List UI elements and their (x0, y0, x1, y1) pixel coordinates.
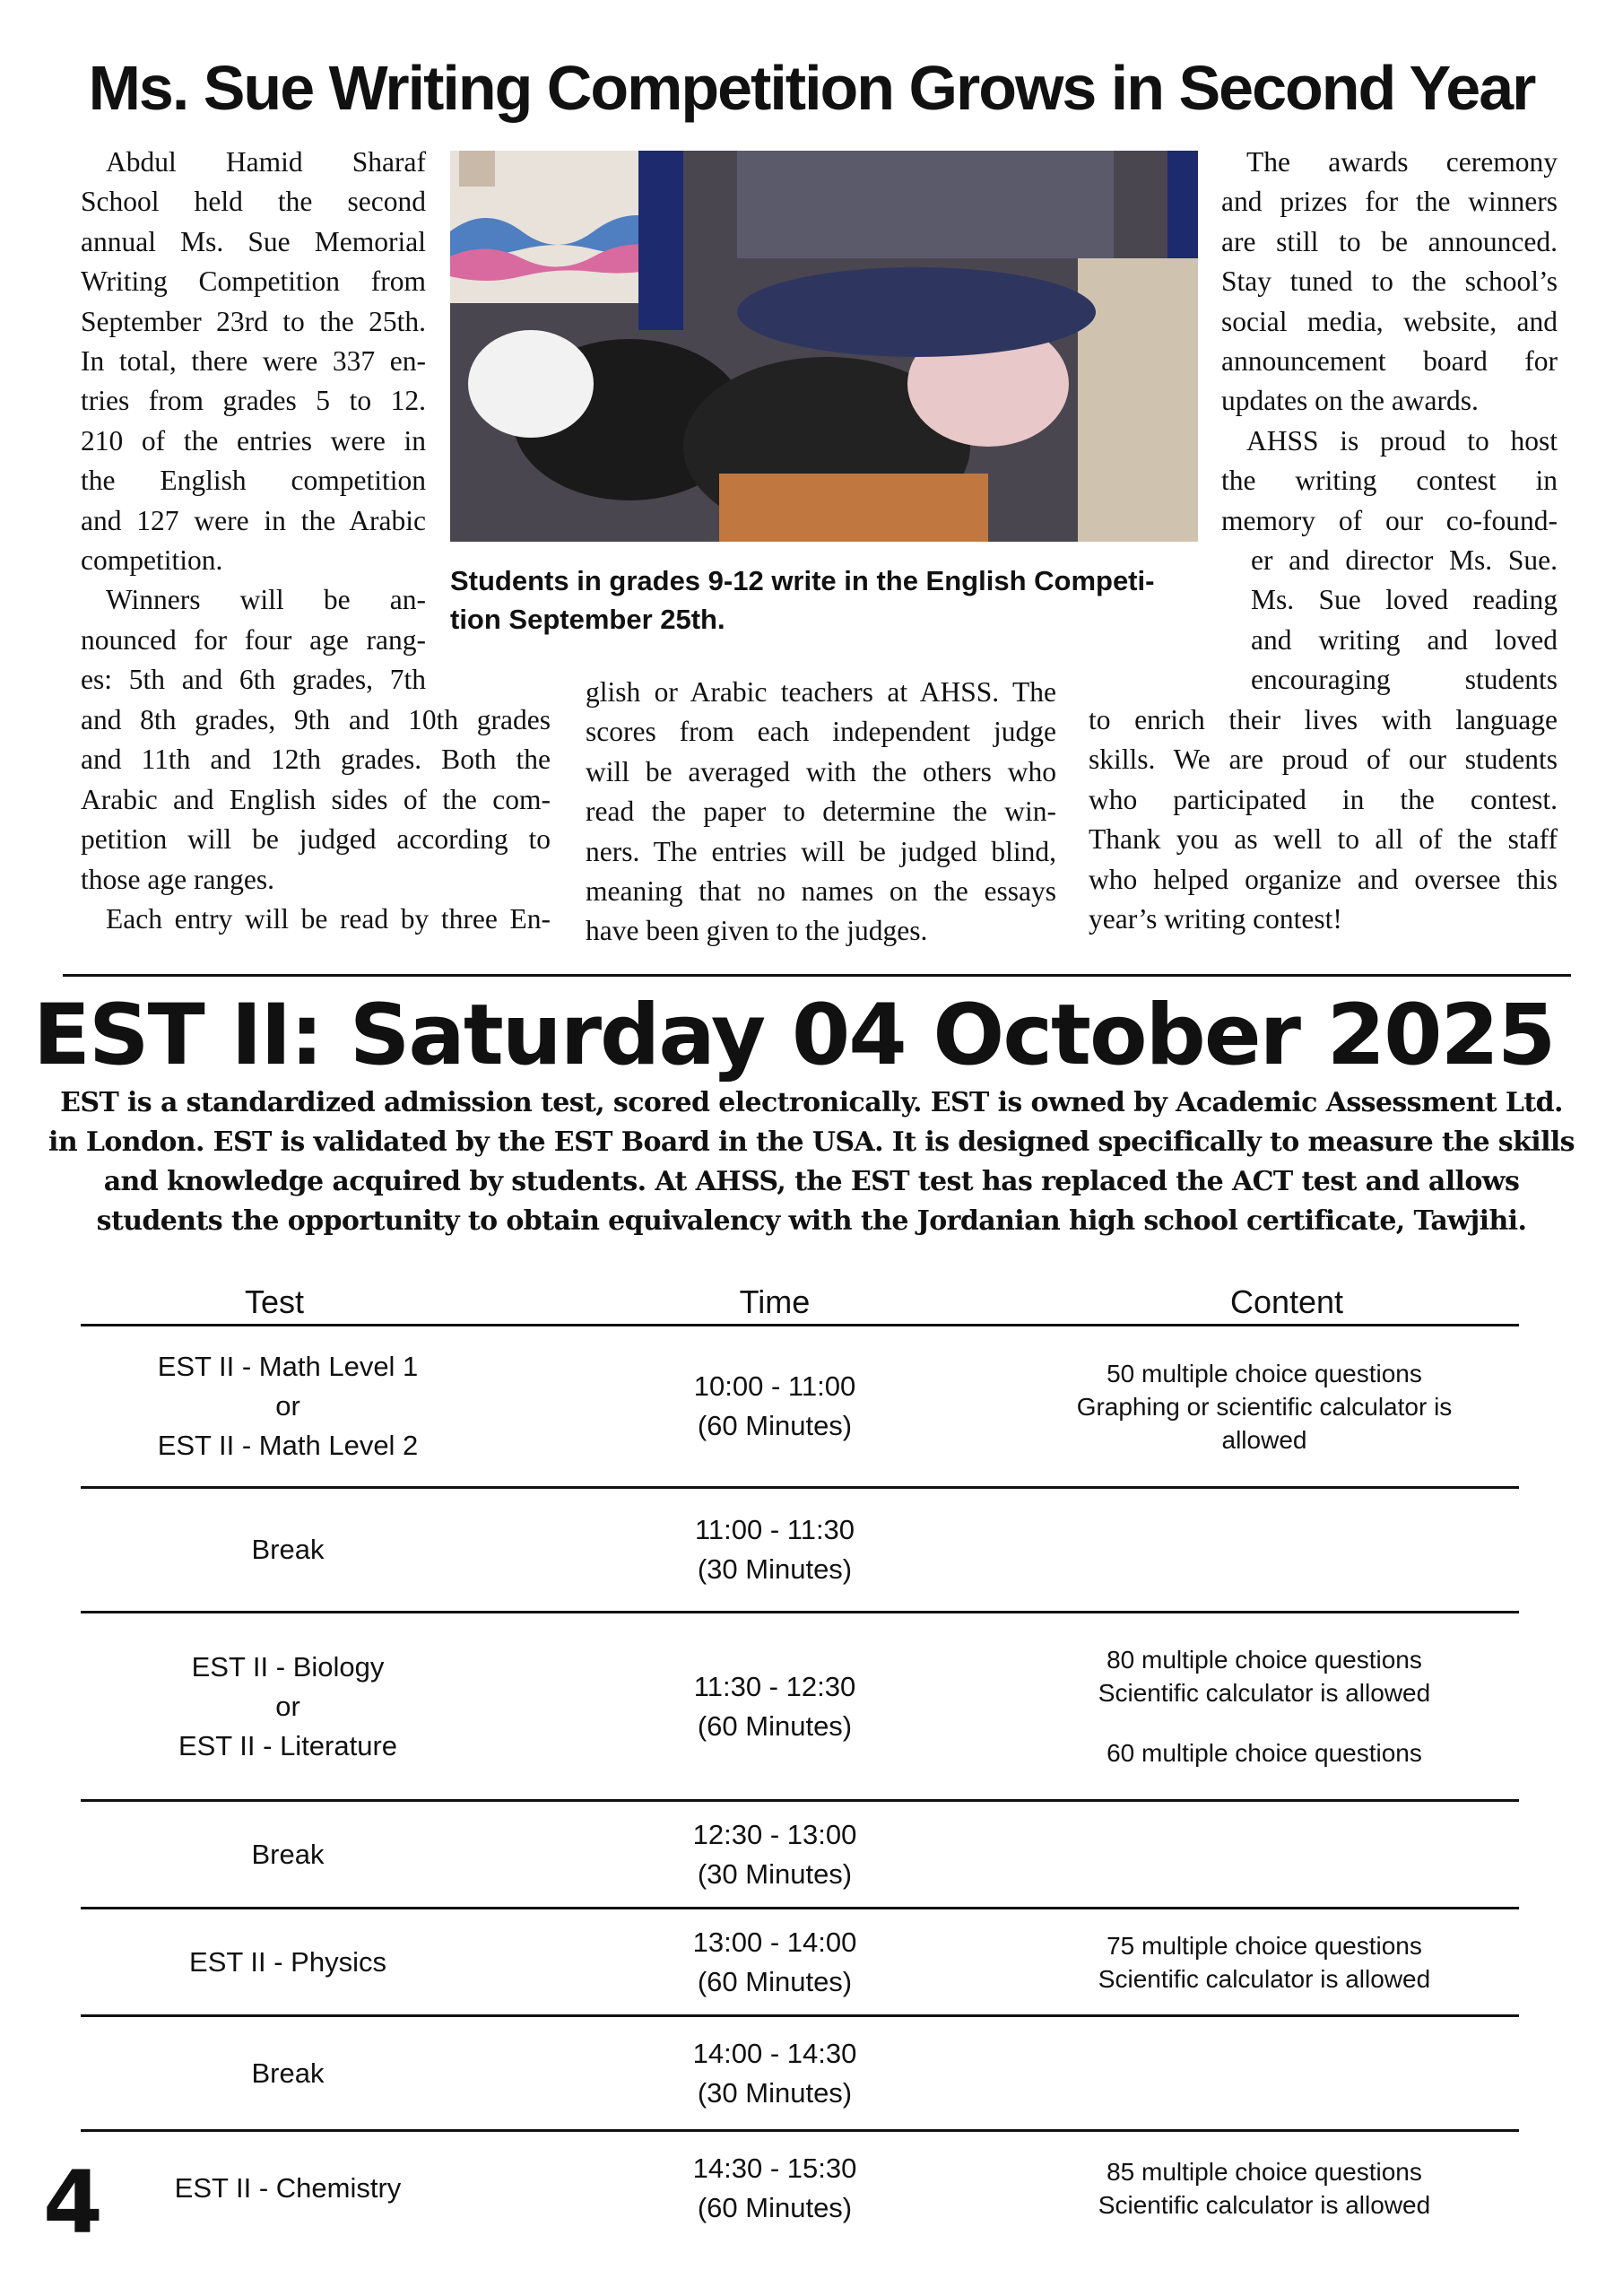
table-header (81, 1281, 1519, 1326)
cell-time (495, 1815, 1055, 1894)
test-line: or (275, 1390, 300, 1422)
content-line: 80 multiple choice questions (1107, 1646, 1422, 1674)
text-line: who helped organize and oversee this (1089, 863, 1558, 895)
est-schedule-table (81, 1281, 1519, 2245)
cell-time (495, 1510, 1055, 1589)
text-line: have been given to the judges. (586, 915, 928, 947)
text-line: to enrich their lives with language (1089, 704, 1558, 735)
text-line: 210 of the entries were in (81, 424, 426, 457)
cell-test (81, 1943, 495, 1982)
content-line: Scientific calculator is allowed (1098, 2191, 1431, 2219)
text-line: are still to be announced. (1221, 225, 1558, 257)
text-line: nounced for four age rang- (81, 623, 426, 656)
cell-content (1055, 1643, 1519, 1770)
test-line: EST II - Physics (189, 1945, 386, 1978)
cell-test (81, 1648, 495, 1766)
caption-line: Students in grades 9-12 write in the English Competi- (450, 565, 1155, 596)
table-row (81, 1613, 1519, 1802)
cell-time (495, 1923, 1055, 2002)
cell-test (81, 1530, 495, 1570)
text-line: and writing and loved (1251, 623, 1558, 656)
text-line: petition will be judged according to (81, 823, 551, 856)
text-line: meaning that no names on the essays (586, 874, 1056, 907)
time-line: 14:30 - 15:30 (692, 2152, 857, 2184)
table-row (81, 1802, 1519, 1909)
text-line: Stay tuned to the school’s (1221, 265, 1558, 298)
cell-test (81, 2169, 495, 2208)
content-line: Scientific calculator is allowed (1098, 1964, 1431, 1993)
text-line: memory of our co-found- (1221, 504, 1558, 536)
time-line: 11:30 - 12:30 (693, 1670, 856, 1702)
test-line: EST II - Literature (178, 1729, 398, 1761)
test-line: Break (251, 1534, 325, 1565)
text-line: and 8th grades, 9th and 10th grades (81, 704, 551, 735)
text-line: glish or Arabic teachers at AHSS. The (586, 676, 1056, 708)
time-line: (30 Minutes) (697, 1857, 853, 1890)
text-line: encouraging students (1251, 664, 1558, 696)
text-line: will be averaged with the others who (586, 755, 1056, 787)
article-headline: Ms. Sue Writing Competition Grows in Second Year (88, 53, 1535, 123)
text-line: announcement board for (1221, 344, 1558, 377)
test-line: Break (251, 2057, 325, 2089)
article-column-3-top (1221, 143, 1558, 541)
text-line: Winners will be an- (106, 584, 426, 616)
test-line: or (275, 1690, 300, 1722)
text-line: September 23rd to the 25th. (81, 305, 426, 337)
text-line: er and director Ms. Sue. (1251, 544, 1558, 576)
text-line: scores from each independent judge (586, 716, 1056, 748)
text-line: the writing contest in (1221, 465, 1558, 497)
test-line: Break (251, 1838, 325, 1870)
test-line: EST II - Chemistry (174, 2172, 402, 2204)
cell-content (1055, 2155, 1519, 2222)
text-line: updates on the awards. (1221, 385, 1479, 417)
article-column-2-bottom (586, 673, 1056, 952)
content-line: allowed (1221, 1425, 1307, 1454)
text-line: who participated in the contest. (1089, 783, 1558, 815)
text-line: es: 5th and 6th grades, 7th (81, 664, 426, 696)
time-line: (30 Minutes) (697, 1553, 853, 1585)
content-line (1055, 1709, 1474, 1736)
text-line: School held the second (81, 186, 426, 218)
text-line: and 11th and 12th grades. Both the (81, 744, 551, 776)
article-column-1-bottom (81, 700, 551, 939)
time-line: (60 Minutes) (697, 2192, 853, 2223)
est-heading: EST II: Saturday 04 October 2025 (32, 987, 1555, 1084)
text-line: skills. We are proud of our students (1089, 744, 1558, 776)
text-line: In total, there were 337 en- (81, 344, 426, 377)
text-line: social media, website, and (1221, 305, 1558, 337)
text-line: Thank you as well to all of the staff (1089, 823, 1558, 856)
test-line: EST II - Biology (191, 1650, 385, 1683)
text-line: and 127 were in the Arabic (81, 504, 426, 536)
text-line: Each entry will be read by three En- (106, 902, 551, 935)
text-line: AHSS is proud to host (1246, 424, 1558, 457)
content-line: 85 multiple choice questions (1107, 2158, 1422, 2186)
cell-time (495, 2149, 1055, 2228)
caption-line: tion September 25th. (450, 604, 725, 635)
text-line: those age ranges. (81, 863, 275, 895)
time-line: 11:00 - 11:30 (694, 1514, 855, 1545)
table-row (81, 2017, 1519, 2132)
students-writing-photo (450, 151, 1198, 542)
text-line: Abdul Hamid Sharaf (106, 146, 426, 178)
section-divider (63, 974, 1571, 977)
article-column-3-bottom (1089, 700, 1558, 939)
test-line: EST II - Math Level 2 (157, 1430, 419, 1461)
table-row (81, 1326, 1519, 1489)
table-row (81, 1909, 1519, 2017)
text-line: ners. The entries will be judged blind, (586, 835, 1056, 867)
text-line: and prizes for the winners (1221, 186, 1558, 218)
test-line: EST II - Math Level 1 (157, 1351, 419, 1382)
article-column-1-top (81, 143, 426, 700)
cell-content (1055, 1929, 1519, 1996)
text-line: year’s writing contest! (1089, 902, 1342, 935)
text-line: tries from grades 5 to 12. (81, 385, 426, 417)
text-line: competition. (81, 544, 223, 576)
cell-test (81, 1347, 495, 1465)
text-line: the English competition (81, 465, 426, 497)
text-line: The awards ceremony (1246, 146, 1558, 178)
header-content: Content (1229, 1283, 1344, 1320)
content-line: 75 multiple choice questions (1107, 1931, 1422, 1960)
text-line: Writing Competition from (81, 265, 426, 298)
text-line: Ms. Sue loved reading (1251, 584, 1558, 616)
time-line: 12:30 - 13:00 (692, 1818, 857, 1850)
text-line: read the paper to determine the win- (586, 796, 1056, 828)
cell-time (495, 2034, 1055, 2113)
time-line: (30 Minutes) (697, 2076, 853, 2109)
cell-time (495, 1667, 1055, 1746)
photo-caption (450, 561, 1212, 639)
text-line: annual Ms. Sue Memorial (81, 225, 426, 257)
time-line: (60 Minutes) (697, 1709, 853, 1742)
cell-time (495, 1367, 1055, 1446)
page-number: 4 (43, 2152, 103, 2253)
cell-test (81, 1835, 495, 1874)
time-line: (60 Minutes) (697, 1965, 853, 1997)
content-line: Graphing or scientific calculator is (1076, 1392, 1453, 1421)
content-line: Scientific calculator is allowed (1098, 1679, 1431, 1707)
content-line: 60 multiple choice questions (1107, 1739, 1422, 1767)
content-line: 50 multiple choice questions (1107, 1359, 1422, 1387)
table-row (81, 1489, 1519, 1613)
table-row (81, 2132, 1519, 2245)
cell-content (1055, 1357, 1519, 1457)
header-time: Time (739, 1283, 811, 1320)
time-line: 13:00 - 14:00 (692, 1926, 857, 1958)
header-test: Test (244, 1283, 305, 1320)
text-line: Arabic and English sides of the com- (81, 783, 551, 815)
article-column-3-mid (1251, 541, 1558, 700)
time-line: 10:00 - 11:00 (693, 1370, 856, 1402)
time-line: 14:00 - 14:30 (692, 2037, 857, 2069)
est-intro-paragraph: EST is a standardized admission test, scored electronically. EST is owned by Academic Assessment Ltd. in London. EST is validated by the EST Board in the USA. It is designed specifically to measure the skills and knowledge acquired by students. At AHSS, the EST test has replaced the ACT test and allows students the opportunity to obtain equivalency with the Jordanian high school certificate, Tawjihi. (48, 1087, 1575, 1237)
cell-test (81, 2054, 495, 2093)
time-line: (60 Minutes) (697, 1410, 853, 1441)
